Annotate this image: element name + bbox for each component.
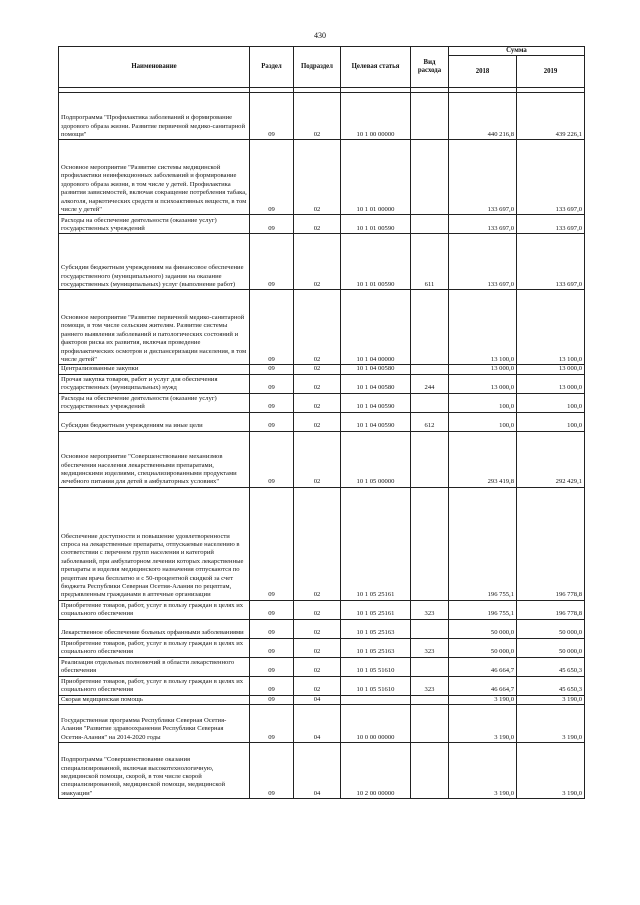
row-amount-2019: 3 190,0 [517,695,585,704]
row-article: 10 1 01 00000 [341,140,411,215]
row-amount-2019: 196 778,8 [517,487,585,600]
row-section: 09 [250,487,294,600]
header-sum: Сумма [449,47,585,56]
row-amount-2019: 100,0 [517,412,585,431]
row-amount-2018: 100,0 [449,412,517,431]
row-subsection: 02 [294,657,341,676]
row-name: Приобретение товаров, работ, услуг в пользу граждан в целях их социального обеспечения [59,638,250,657]
row-amount-2019: 133 697,0 [517,215,585,234]
row-amount-2018: 3 190,0 [449,695,517,704]
row-article: 10 1 04 00580 [341,365,411,374]
table-row [59,140,585,215]
row-name: Централизованные закупки [59,365,250,374]
row-expense-type [411,93,449,140]
table-body [59,93,585,799]
row-expense-type: 244 [411,374,449,393]
row-expense-type [411,743,449,799]
row-amount-2019: 13 000,0 [517,365,585,374]
table-row [59,290,585,365]
row-section: 09 [250,676,294,695]
row-amount-2019: 292 429,1 [517,431,585,487]
row-amount-2019: 3 190,0 [517,705,585,743]
row-article: 10 2 00 00000 [341,743,411,799]
row-expense-type [411,487,449,600]
row-amount-2019: 45 650,3 [517,676,585,695]
table-row [59,619,585,638]
row-name: Расходы на обеспечение деятельности (оказание услуг) государственных учреждений [59,215,250,234]
row-amount-2018: 13 100,0 [449,290,517,365]
row-subsection: 02 [294,619,341,638]
row-amount-2018: 13 000,0 [449,365,517,374]
row-subsection: 04 [294,705,341,743]
row-name: Субсидии бюджетным учреждениям на финансовое обеспечение государственного (муниципального) задания на оказание государственных (муниципальных) услуг (выполнение работ) [59,234,250,290]
row-subsection: 02 [294,676,341,695]
header-subsection: Подраздел [294,47,341,88]
row-subsection: 02 [294,234,341,290]
row-section: 09 [250,140,294,215]
table-row [59,431,585,487]
row-name: Лекарственное обеспечение больных орфанными заболеваниями [59,619,250,638]
row-amount-2018: 50 000,0 [449,638,517,657]
table-row [59,215,585,234]
row-name: Обеспечение доступности и повышение удовлетворенности спроса на лекарственные препараты, отпускаемые населению в соответствии с перечнем групп населения и категорий заболеваний, при амбулаторном лечении которых лекарственные препараты и изделия медицинского назначения отпускаются по рецептам врача бесплатно и с 50-процентной скидкой за счет бюджета Республики Северная Осетия-Алания по рецептам, предъявленным гражданами в аптечные организации [59,487,250,600]
row-section: 09 [250,374,294,393]
row-subsection: 02 [294,638,341,657]
row-article: 10 1 04 00580 [341,374,411,393]
row-section: 09 [250,93,294,140]
row-article: 10 1 05 00000 [341,431,411,487]
row-article [341,695,411,704]
row-amount-2019: 133 697,0 [517,140,585,215]
row-expense-type [411,705,449,743]
row-article: 10 1 01 00590 [341,215,411,234]
row-article: 10 1 05 25161 [341,600,411,619]
table-row [59,705,585,743]
row-expense-type [411,619,449,638]
table-header [59,47,585,93]
row-amount-2019: 196 778,8 [517,600,585,619]
header-year-2019: 2019 [517,56,585,88]
row-name: Подпрограмма "Профилактика заболеваний и формирование здорового образа жизни. Развитие первичной медико-санитарной помощи" [59,93,250,140]
table-row [59,374,585,393]
row-subsection: 02 [294,487,341,600]
row-amount-2018: 13 000,0 [449,374,517,393]
row-name: Приобретение товаров, работ, услуг в пользу граждан в целях их социального обеспечения [59,600,250,619]
row-article: 10 1 05 25161 [341,487,411,600]
row-name: Субсидии бюджетным учреждениям на иные цели [59,412,250,431]
row-section: 09 [250,393,294,412]
row-amount-2019: 439 226,1 [517,93,585,140]
row-amount-2018: 293 419,8 [449,431,517,487]
row-subsection: 02 [294,412,341,431]
row-subsection: 02 [294,374,341,393]
row-name: Государственная программа Республики Северная Осетия-Алания "Развитие здравоохранения Республики Северная Осетия-Алания" на 2014-2020 годы [59,705,250,743]
page-number: 430 [314,31,326,40]
row-article: 10 1 04 00590 [341,393,411,412]
row-article: 10 1 04 00590 [341,412,411,431]
row-amount-2019: 100,0 [517,393,585,412]
row-section: 09 [250,638,294,657]
row-name: Реализация отдельных полномочий в области лекарственного обеспечения [59,657,250,676]
row-section: 09 [250,657,294,676]
row-subsection: 02 [294,365,341,374]
row-expense-type [411,393,449,412]
row-subsection: 02 [294,431,341,487]
row-expense-type [411,695,449,704]
row-expense-type: 611 [411,234,449,290]
row-subsection: 02 [294,215,341,234]
row-section: 09 [250,215,294,234]
row-article: 10 1 01 00590 [341,234,411,290]
row-amount-2019: 133 697,0 [517,234,585,290]
row-amount-2018: 50 000,0 [449,619,517,638]
row-expense-type: 323 [411,638,449,657]
table-row [59,393,585,412]
row-section: 09 [250,365,294,374]
table-row [59,365,585,374]
row-amount-2019: 50 000,0 [517,638,585,657]
table-row [59,638,585,657]
row-amount-2018: 196 755,1 [449,600,517,619]
row-amount-2018: 196 755,1 [449,487,517,600]
row-expense-type [411,215,449,234]
row-amount-2018: 133 697,0 [449,234,517,290]
row-expense-type [411,140,449,215]
row-section: 09 [250,234,294,290]
header-section: Раздел [250,47,294,88]
row-name: Основное мероприятие "Развитие системы медицинской профилактики неинфекционных заболеваний и формирование здорового образа жизни, в том числе у детей. Профилактика развития зависимостей, включая сокращение потребления табака, алкоголя, наркотических средств и психоактивных веществ, в том числе у детей" [59,140,250,215]
table-row [59,743,585,799]
row-expense-type [411,431,449,487]
row-amount-2018: 133 697,0 [449,215,517,234]
row-section: 09 [250,290,294,365]
row-subsection: 02 [294,393,341,412]
row-expense-type [411,657,449,676]
row-amount-2018: 46 664,7 [449,657,517,676]
row-article: 10 1 04 00000 [341,290,411,365]
row-article: 10 1 05 25163 [341,619,411,638]
header-name: Наименование [59,47,250,88]
row-article: 10 1 05 25163 [341,638,411,657]
table-row [59,412,585,431]
row-article: 10 1 05 51610 [341,676,411,695]
row-name: Расходы на обеспечение деятельности (оказание услуг) государственных учреждений [59,393,250,412]
row-amount-2018: 100,0 [449,393,517,412]
header-year-2018: 2018 [449,56,517,88]
row-amount-2018: 3 190,0 [449,743,517,799]
row-amount-2018: 133 697,0 [449,140,517,215]
row-amount-2018: 440 216,8 [449,93,517,140]
row-expense-type: 612 [411,412,449,431]
header-article: Целевая статья [341,47,411,88]
row-amount-2018: 46 664,7 [449,676,517,695]
row-expense-type [411,365,449,374]
header-expense-type: Вид расхода [411,47,449,88]
row-name: Скорая медицинская помощь [59,695,250,704]
row-section: 09 [250,619,294,638]
row-expense-type: 323 [411,676,449,695]
table-row [59,487,585,600]
row-section: 09 [250,431,294,487]
row-name: Основное мероприятие "Развитие первичной медико-санитарной помощи, в том числе сельским жителям. Развитие системы раннего выявления заболеваний и патологических состояний и факторов риска их развития, включая проведение профилактических осмотров и диспансеризации населения, в том числе детей" [59,290,250,365]
row-article: 10 1 05 51610 [341,657,411,676]
row-amount-2018: 3 190,0 [449,705,517,743]
row-name: Основное мероприятие "Совершенствование механизмов обеспечения населения лекарственными препаратами, медицинскими изделиями, специализированными продуктами лечебного питания для детей в амбулаторных условиях" [59,431,250,487]
row-name: Прочая закупка товаров, работ и услуг для обеспечения государственных (муниципальных) нужд [59,374,250,393]
row-article: 10 1 00 00000 [341,93,411,140]
row-expense-type: 323 [411,600,449,619]
row-expense-type [411,290,449,365]
row-section: 09 [250,600,294,619]
row-amount-2019: 50 000,0 [517,619,585,638]
table-row [59,600,585,619]
row-name: Приобретение товаров, работ, услуг в пользу граждан в целях их социального обеспечения [59,676,250,695]
row-subsection: 04 [294,743,341,799]
table-row [59,676,585,695]
row-section: 09 [250,412,294,431]
table-row [59,234,585,290]
row-subsection: 02 [294,290,341,365]
row-subsection: 02 [294,600,341,619]
row-subsection: 04 [294,695,341,704]
table-row [59,93,585,140]
row-name: Подпрограмма "Совершенствование оказания специализированной, включая высокотехнологичную, медицинской помощи, скорой, в том числе скорой специализированной, медицинской помощи, медицинской эвакуации" [59,743,250,799]
row-amount-2019: 13 100,0 [517,290,585,365]
row-subsection: 02 [294,140,341,215]
budget-table [58,46,585,799]
row-amount-2019: 45 650,3 [517,657,585,676]
row-amount-2019: 13 000,0 [517,374,585,393]
row-subsection: 02 [294,93,341,140]
row-amount-2019: 3 190,0 [517,743,585,799]
table-row [59,657,585,676]
row-section: 09 [250,695,294,704]
row-section: 09 [250,743,294,799]
table-row [59,695,585,704]
row-section: 09 [250,705,294,743]
row-article: 10 0 00 00000 [341,705,411,743]
